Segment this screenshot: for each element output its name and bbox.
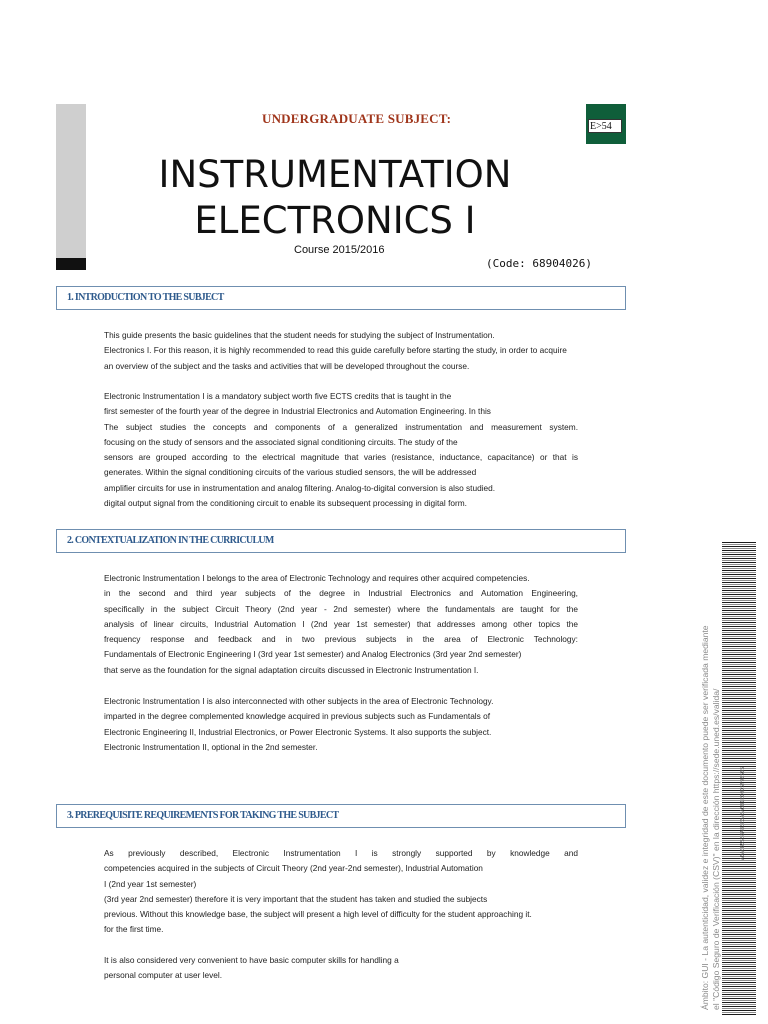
text-line: Electronics I. For this reason, it is highly recommended to read this guide carefully before starting the study, in order to acquire <box>104 345 567 356</box>
text-line: Electronic Engineering II, Industrial Electronics, or Power Electronic Systems. It also supports the subject. <box>104 726 492 737</box>
text-line: first semester of the fourth year of the degree in Industrial Electronics and Automation Engineering. In this <box>104 406 491 417</box>
text-line: This guide presents the basic guidelines that the student needs for studying the subject of Instrumentation. <box>104 330 495 340</box>
text-line: analysis of linear circuits, Industrial Automation I (2nd year 1st semester) that addresses among other topics the <box>104 618 578 629</box>
course-year: Course 2015/2016 <box>294 244 385 256</box>
section-heading-prerequisites <box>56 804 626 828</box>
text-line: focusing on the study of sensors and the associated signal conditioning circuits. The study of the <box>104 436 458 447</box>
text-line: an overview of the subject and the tasks and activities that will be developed throughout the course. <box>104 360 470 371</box>
text-line: for the first time. <box>104 924 164 935</box>
text-line: Electronic Instrumentation II, optional in the 2nd semester. <box>104 741 318 752</box>
verification-line-1: Ámbito: GUI - La autenticidad, validez e integridad de este documento puede ser verificada mediante <box>700 625 710 1010</box>
text-line: competencies acquired in the subjects of Circuit Theory (2nd year-2nd semester), Industrial Automation <box>104 863 483 874</box>
text-line: in the second and third year subjects of the degree in Industrial Electronics and Automation Engineering, <box>104 588 578 599</box>
prereq-paragraph-2 <box>104 953 578 984</box>
text-line: generates. Within the signal conditioning circuits of the various studied sensors, the will be addressed <box>104 467 477 478</box>
text-line: amplifier circuits for use in instrumentation and analog filtering. Analog-to-digital conversion is also studied. <box>104 482 496 493</box>
verification-notice <box>700 550 722 1010</box>
text-line: sensors are grouped according to the electrical magnitude that varies (resistance, inductance, capacitance) or that is <box>104 452 578 463</box>
text-line: Electronic Instrumentation I is a mandatory subject worth five ECTS credits that is taught in the <box>104 391 452 401</box>
subject-code: (Code: 68904026) <box>486 257 592 270</box>
text-line: As previously described, Electronic Instrumentation I is strongly supported by knowledge and <box>104 848 578 858</box>
code-box-label: E>54 <box>588 119 622 133</box>
decorative-black-bar <box>56 258 86 270</box>
uned-code-box <box>586 104 626 144</box>
prereq-paragraph-1 <box>104 846 578 938</box>
subject-label: UNDERGRADUATE SUBJECT: <box>262 111 452 126</box>
decorative-gray-bar <box>56 104 86 258</box>
text-line: digital output signal from the conditioning circuit to enable its subsequent processing in digital form. <box>104 498 467 509</box>
text-line: Electronic Instrumentation I belongs to the area of Electronic Technology and requires other acquired competencies. <box>104 573 530 583</box>
text-line: The subject studies the concepts and components of a generalized instrumentation and measurement system. <box>104 421 578 432</box>
section-heading-label: 3. PREREQUISITE REQUIREMENTS FOR TAKING THE SUBJECT <box>67 810 339 821</box>
text-line: specifically in the subject Circuit Theory (2nd year - 2nd semester) where the fundamentals are taught for the <box>104 603 578 614</box>
section-heading-label: 1. INTRODUCTION TO THE SUBJECT <box>67 292 224 303</box>
csv-code-text: A0A0B5558A83E3A8A6B1EC0D5F9E505 <box>740 766 746 860</box>
intro-paragraph-2 <box>104 389 578 511</box>
verification-line-2: el "Código Seguro de Verificación (CSV)" en la dirección https://sede.uned.es/valida/ <box>711 688 721 1010</box>
title-line-1: INSTRUMENTATION <box>158 153 512 196</box>
context-paragraph-2 <box>104 694 578 755</box>
text-line: previous. Without this knowledge base, the subject will present a high level of difficulty for the student approaching it. <box>104 909 532 920</box>
text-line: frequency response and feedback and in two previous subjects in the area of Electronic Technology: <box>104 634 578 645</box>
text-line: personal computer at user level. <box>104 970 223 981</box>
text-line: It is also considered very convenient to have basic computer skills for handling a <box>104 955 399 965</box>
text-line: imparted in the degree complemented knowledge acquired in previous subjects such as Fundamentals of <box>104 711 491 722</box>
text-line: (3rd year 2nd semester) therefore it is very important that the student has taken and studied the subjects <box>104 893 488 904</box>
section-heading-label: 2. CONTEXTUALIZATION IN THE CURRICULUM <box>67 535 274 546</box>
text-line: that serve as the foundation for the signal adaptation circuits discussed in Electronic Instrumentation I. <box>104 664 479 675</box>
page-title <box>130 152 540 244</box>
intro-paragraph-1 <box>104 328 578 374</box>
section-heading-introduction <box>56 286 626 310</box>
title-line-2: ELECTRONICS I <box>194 199 476 242</box>
context-paragraph-1 <box>104 571 578 678</box>
text-line: Fundamentals of Electronic Engineering I (3rd year 1st semester) and Analog Electronics (3rd year 2nd semester) <box>104 649 522 660</box>
csv-barcode <box>722 542 756 1016</box>
section-heading-contextualization <box>56 529 626 553</box>
text-line: Electronic Instrumentation I is also interconnected with other subjects in the area of Electronic Technology. <box>104 696 494 706</box>
text-line: I (2nd year 1st semester) <box>104 878 197 889</box>
